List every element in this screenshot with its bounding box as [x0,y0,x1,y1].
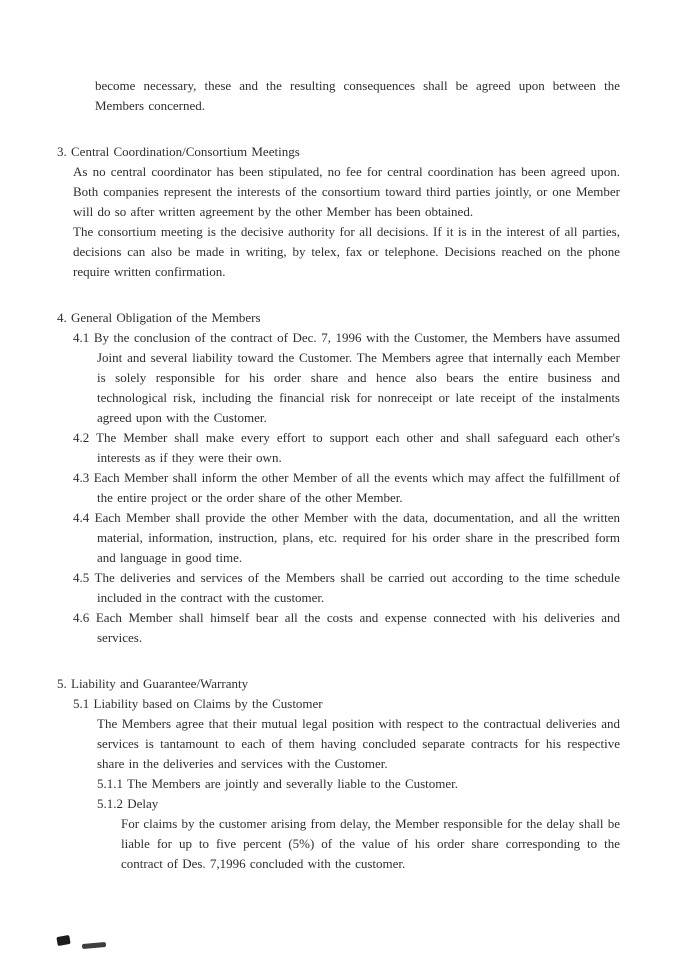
clause-number: 5.1.2 [97,796,123,811]
clause-number: 4.3 [73,470,90,485]
clause-text: The Member shall make every effort to support each other and shall safeguard each other's interests as if they were their own. [96,430,620,465]
clause-text: Each Member shall provide the other Member with the data, documentation, and all the written material, information, instruction, plans, etc. required for his order share in the prescribed form and language in good time. [94,510,621,565]
section-title: Liability and Guarantee/Warranty [71,676,249,691]
section-number: 3. [57,144,67,159]
section-title: General Obligation of the Members [71,310,261,325]
clause-text: Each Member shall himself bear all the costs and expense connected with his deliveries and services. [95,610,621,645]
continuation-paragraph [95,76,620,116]
clause-text: The Members are jointly and severally liable to the Customer. [127,776,459,791]
clause-number: 4.1 [73,330,90,345]
clause-number: 5.1.1 [97,776,123,791]
clause-title: Liability based on Claims by the Customer [93,696,323,711]
paragraph-text: As no central coordinator has been stipulated, no fee for central coordination has been agreed upon. Both companies represent the interests of the consortium toward third parties jointly, or one Member will do so after written agreement by the other Member has been obtained. [73,164,620,219]
section-3-paragraph-1 [73,162,620,222]
paragraph-text: become necessary, these and the resulting consequences shall be agreed upon between the Members concerned. [95,78,620,113]
scan-artifact-mark [56,935,70,946]
clause-number: 4.5 [73,570,90,585]
clause-number: 5.1 [73,696,90,711]
clause-5-1-2 [97,794,620,814]
clause-4-4 [73,508,620,568]
clause-4-3 [73,468,620,508]
section-4-heading [57,308,620,328]
clause-number: 4.2 [73,430,90,445]
section-title: Central Coordination/Consortium Meetings [71,144,300,159]
clause-5-1-paragraph [97,714,620,774]
paragraph-text: The Members agree that their mutual legal position with respect to the contractual deliveries and services is tantamount to each of them having concluded separate contracts for his respective share in the deliveries and services with the Customer. [97,716,620,771]
section-number: 4. [57,310,67,325]
clause-number: 4.6 [73,610,90,625]
clause-4-1 [73,328,620,428]
clause-4-2 [73,428,620,468]
clause-number: 4.4 [73,510,90,525]
clause-5-1-2-paragraph [121,814,620,874]
clause-text: The deliveries and services of the Members shall be carried out according to the time schedule included in the contract with the customer. [94,570,620,605]
clause-5-1-1 [97,774,620,794]
section-3-paragraph-2 [73,222,620,282]
paragraph-text: The consortium meeting is the decisive authority for all decisions. If it is in the interest of all parties, decisions can also be made in writing, by telex, fax or telephone. Decisions reached on the phone require written confirmation. [73,224,620,279]
section-number: 5. [57,676,67,691]
clause-text: Each Member shall inform the other Member of all the events which may affect the fulfillment of the entire project or the order share of the other Member. [93,470,620,505]
paragraph-text: For claims by the customer arising from delay, the Member responsible for the delay shall be liable for up to five percent (5%) of the value of his order share corresponding to the contract of Des. 7,1996 concluded with the customer. [121,816,620,871]
clause-4-6 [73,608,620,648]
clause-5-1-heading [73,694,620,714]
section-5-heading [57,674,620,694]
clause-text: By the conclusion of the contract of Dec. 7, 1996 with the Customer, the Members have assumed Joint and several liability toward the Customer. The Members agree that internally each Member is solely responsible for his order share and hence also bears the entire business and technological risk, including the financial risk for nonreceipt or late receipt of the instalments agreed upon with the Customer. [93,330,620,425]
clause-title: Delay [127,796,159,811]
clause-4-5 [73,568,620,608]
section-3-heading [57,142,620,162]
scan-artifact-mark [82,942,106,949]
